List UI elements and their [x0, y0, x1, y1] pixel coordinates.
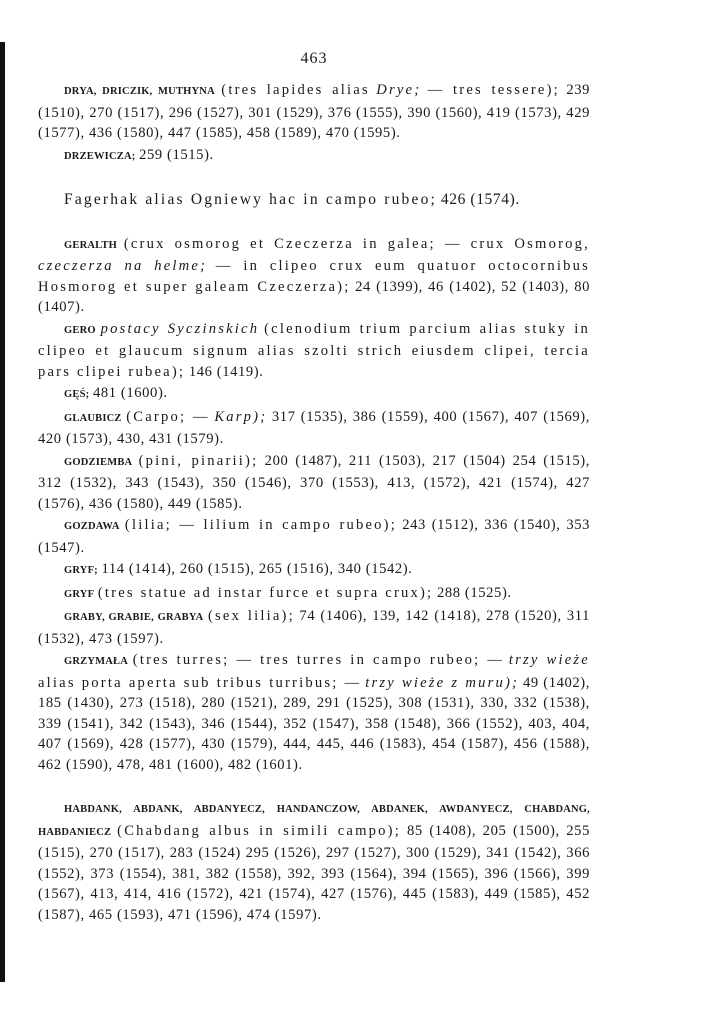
entry-description-italic: Karp); [214, 408, 268, 425]
entry-headword: GRYF; [64, 565, 98, 576]
entry-gozdawa [38, 515, 590, 558]
entry-description-italic: postacy Syczinskich [100, 320, 260, 337]
entry-description-italic: Drye; [376, 82, 422, 98]
entry-headword: GRABY, GRABIE, GRABYA [64, 612, 204, 623]
entry-description: (crux osmorog et Czeczerza in galea; — crux Osmorog, [123, 235, 591, 252]
entry-gryf-2 [38, 583, 590, 606]
entry-description: (tres turres; — tres turres in campo rubeo; — [132, 652, 505, 668]
entry-headword: GOZDAWA [64, 521, 120, 532]
entry-description: (Chabdang albus in simili campo); [117, 822, 401, 839]
entry-citations: 24 (1399), 46 (1402), 52 (1403), 80 (1407). [38, 278, 590, 315]
entry-habdank [38, 798, 590, 925]
entry-description-italic: trzy wieże [508, 652, 590, 668]
entry-citations: 85 (1408), 205 (1500), 255 (1515), 270 (1517), 283 (1524) 295 (1526), 297 (1527), 300 (1529), 341 (1542), 366 (1552), 373 (1554), 381, 382 (1558), 392, 393 (1564), 394 (1565), 396 (1566), 399 (1567), 413, 414, 416 (1572), 421 (1574), 427 (1576), 445 (1583), 449 (1585), 452 (1587), 465 (1593), 471 (1596), 474 (1597). [38, 822, 590, 923]
document-page [38, 50, 590, 926]
entry-headword: GERO [64, 324, 96, 336]
entry-description: (lilia; — lilium in campo rubeo); [124, 517, 397, 533]
page-number: 463 [300, 50, 328, 67]
entry-citations: 481 (1600). [92, 385, 168, 401]
entry-drzewicza [38, 145, 590, 168]
entry-description: (sex lilia); [207, 608, 295, 624]
entry-headword: GERALTH [64, 239, 117, 251]
entry-citations: 259 (1515). [139, 146, 214, 163]
entry-description-cont: (clenodium trium parcium alias stuky in clipeo et glaucum signum alias szolti strich eiusdem clipei, tercia pars clipei rubea); [38, 320, 590, 380]
entry-headword: DRYA, DRICZIK, MUTHYNA [64, 86, 215, 97]
entry-grzymala [38, 650, 590, 775]
entry-description: (pini, pinarii); [138, 452, 259, 469]
entry-glaubicz [38, 407, 590, 450]
entry-graby [38, 606, 590, 649]
entry-citations: 243 (1512), 336 (1540), 353 (1547). [38, 517, 591, 556]
entry-headword: HABDANK, ABDANK, ABDANYECZ, HANDANCZOW, ABDANEK, AWDANYECZ, CHABDANG, HABDANIECZ [38, 804, 590, 838]
entry-citations: 146 (1419). [188, 363, 264, 380]
entry-description: (Carpo; — [126, 408, 210, 425]
entry-headword: GRYF [64, 588, 95, 600]
scan-margin-edge [0, 42, 5, 982]
entry-headword: DRZEWICZA; [64, 150, 136, 162]
entry-citations: 288 (1525). [436, 584, 512, 601]
entry-headword: GLAUBICZ [64, 412, 122, 424]
entry-citations: 239 (1510), 270 (1517), 296 (1527), 301 (1529), 376 (1555), 390 (1560), 419 (1573), 429 (1577), 436 (1580), 447 (1585), 458 (1589), 470 (1595). [38, 82, 591, 141]
entry-description-italic-2: trzy wieże z muru); [365, 674, 520, 691]
entry-citations: 426 (1574). [440, 191, 520, 208]
entry-fagerhak [38, 190, 590, 211]
entry-description-cont: — in clipeo crux eum quatuor octocornibus Hosmorog et super galeam Czeczerza); [38, 258, 590, 295]
entry-description: Fagerhak alias Ogniewy hac in campo rubeo; [64, 191, 438, 208]
entry-citations: 200 (1487), 211 (1503), 217 (1504) 254 (1515), 312 (1532), 343 (1543), 350 (1546), 370 (1553), 413, (1572), 421 (1574), 427 (1576), 436 (1580), 449 (1585). [38, 452, 590, 512]
entry-godziemba [38, 451, 590, 515]
entry-headword: GRZYMAŁA [64, 656, 129, 667]
entry-headword: GĘŚ; [64, 389, 90, 400]
entry-gryf-1 [38, 559, 590, 582]
entry-drya [38, 80, 590, 144]
entry-citations: 317 (1535), 386 (1559), 400 (1567), 407 (1569), 420 (1573), 430, 431 (1579). [38, 408, 590, 447]
entry-ges [38, 383, 590, 406]
entry-geralth [38, 234, 590, 318]
entry-description-cont: — tres tessere); [427, 82, 560, 98]
entry-citations: 114 (1414), 260 (1515), 265 (1516), 340 (1542). [101, 561, 413, 577]
entry-description: (tres statue ad instar furce et supra crux); [97, 584, 434, 601]
entry-description-cont: alias porta aperta sub tribus turribus; — [38, 674, 362, 691]
entry-citations: 49 (1402), 185 (1430), 273 (1518), 280 (1521), 289, 291 (1525), 308 (1531), 330, 332 (1538), 339 (1541), 342 (1543), 346 (1544), 352 (1547), 358 (1548), 366 (1552), 403, 404, 407 (1569), 428 (1577), 430 (1579), 444, 445, 446 (1583), 454 (1587), 456 (1588), 462 (1590), 478, 481 (1600), 482 (1601). [38, 674, 590, 773]
entry-description-italic: czeczerza na helme; [38, 258, 208, 274]
entry-description: (tres lapides alias [221, 82, 370, 98]
entry-gero [38, 319, 590, 383]
entry-citations: 74 (1406), 139, 142 (1418), 278 (1520), 311 (1532), 473 (1597). [38, 608, 590, 647]
entry-headword: GODZIEMBA [64, 456, 133, 468]
